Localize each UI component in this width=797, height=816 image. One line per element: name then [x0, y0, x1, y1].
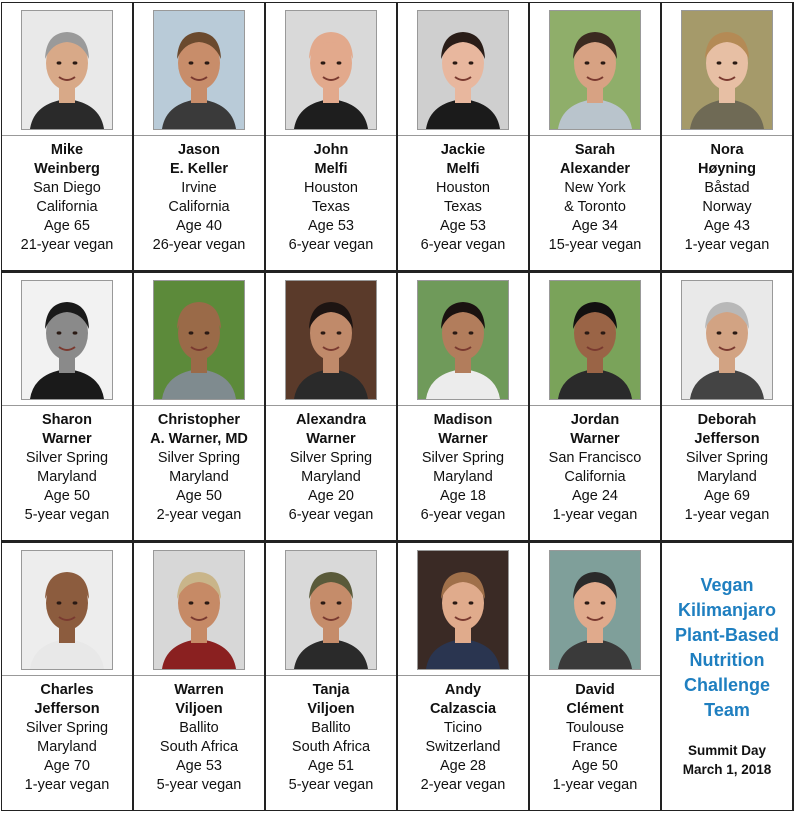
- cell-divider: [266, 135, 396, 136]
- age: Age 53: [308, 218, 354, 234]
- vegan-years: 6-year vegan: [288, 237, 374, 253]
- team-info-card: [662, 543, 792, 810]
- region: Texas: [444, 199, 482, 215]
- first-name: Jackie: [440, 142, 486, 158]
- first-name: Alexandra: [295, 412, 367, 428]
- age: Age 50: [176, 488, 222, 504]
- last-name: Jefferson: [34, 701, 100, 717]
- first-name: Mike: [50, 142, 84, 158]
- portrait-photo: [21, 280, 113, 400]
- portrait-photo: [153, 10, 245, 130]
- cell-divider: [398, 135, 528, 136]
- person-info: [662, 411, 792, 525]
- region: South Africa: [159, 739, 239, 755]
- age: Age 65: [44, 218, 90, 234]
- portrait-photo: [153, 280, 245, 400]
- region: & Toronto: [564, 199, 626, 215]
- person-card: [530, 543, 660, 810]
- last-name: A. Warner, MD: [150, 431, 248, 447]
- portrait-photo: [417, 280, 509, 400]
- team-title-line: Team: [704, 700, 750, 720]
- vegan-years: 6-year vegan: [288, 507, 374, 523]
- cell-divider: [662, 135, 792, 136]
- cell-divider: [266, 675, 396, 676]
- cell-divider: [2, 405, 132, 406]
- portrait-photo: [153, 550, 245, 670]
- person-info: [2, 141, 132, 255]
- cell-divider: [398, 675, 528, 676]
- person-info: [398, 411, 528, 525]
- last-name: Warner: [42, 431, 92, 447]
- first-name: Jason: [178, 142, 220, 158]
- first-name: Jordan: [570, 412, 620, 428]
- region: Maryland: [697, 469, 757, 485]
- age: Age 28: [440, 758, 486, 774]
- portrait-photo: [549, 550, 641, 670]
- vegan-years: 1-year vegan: [684, 507, 770, 523]
- person-card: [2, 3, 132, 270]
- city: Ticino: [443, 720, 483, 736]
- vegan-years: 6-year vegan: [420, 237, 506, 253]
- person-info: [398, 141, 528, 255]
- vegan-years: 1-year vegan: [24, 777, 110, 793]
- person-info: [2, 681, 132, 795]
- vegan-years: 1-year vegan: [684, 237, 770, 253]
- cell-divider: [134, 135, 264, 136]
- portrait-photo: [285, 550, 377, 670]
- last-name: Calzascia: [429, 701, 497, 717]
- age: Age 24: [572, 488, 618, 504]
- person-info: [530, 141, 660, 255]
- cell-divider: [2, 675, 132, 676]
- city: San Francisco: [548, 450, 642, 466]
- portrait-photo: [417, 550, 509, 670]
- last-name: Jefferson: [694, 431, 760, 447]
- person-info: [134, 411, 264, 525]
- first-name: Andy: [444, 682, 482, 698]
- region: California: [36, 199, 98, 215]
- person-info: [266, 141, 396, 255]
- last-name: Viljoen: [175, 701, 223, 717]
- city: Silver Spring: [157, 450, 241, 466]
- last-name: Melfi: [314, 161, 348, 177]
- person-card: [398, 273, 528, 540]
- age: Age 20: [308, 488, 354, 504]
- last-name: Warner: [570, 431, 620, 447]
- person-card: [662, 3, 792, 270]
- vegan-years: 5-year vegan: [288, 777, 374, 793]
- portrait-photo: [21, 10, 113, 130]
- last-name: Viljoen: [307, 701, 355, 717]
- cell-divider: [398, 405, 528, 406]
- person-card: [530, 3, 660, 270]
- first-name: Warren: [174, 682, 224, 698]
- person-card: [134, 273, 264, 540]
- city: New York: [564, 180, 626, 196]
- age: Age 51: [308, 758, 354, 774]
- first-name: John: [313, 142, 349, 158]
- cell-divider: [530, 405, 660, 406]
- portrait-photo: [285, 10, 377, 130]
- region: Maryland: [37, 469, 97, 485]
- region: Texas: [312, 199, 350, 215]
- portrait-photo: [285, 280, 377, 400]
- last-name: Melfi: [446, 161, 480, 177]
- vegan-years: 2-year vegan: [156, 507, 242, 523]
- region: Norway: [702, 199, 752, 215]
- team-title-line: Vegan: [700, 575, 754, 595]
- person-card: [266, 273, 396, 540]
- first-name: Sarah: [574, 142, 616, 158]
- age: Age 43: [704, 218, 750, 234]
- age: Age 53: [176, 758, 222, 774]
- region: Maryland: [433, 469, 493, 485]
- age: Age 40: [176, 218, 222, 234]
- city: Båstad: [704, 180, 750, 196]
- city: San Diego: [33, 180, 101, 196]
- vegan-years: 6-year vegan: [420, 507, 506, 523]
- portrait-photo: [549, 280, 641, 400]
- city: Toulouse: [565, 720, 625, 736]
- region: California: [168, 199, 230, 215]
- vegan-years: 2-year vegan: [420, 777, 506, 793]
- person-info: [2, 411, 132, 525]
- city: Silver Spring: [25, 720, 109, 736]
- first-name: Nora: [710, 142, 744, 158]
- last-name: Alexander: [559, 161, 631, 177]
- person-card: [398, 3, 528, 270]
- city: Houston: [435, 180, 490, 196]
- vegan-years: 21-year vegan: [20, 237, 114, 253]
- age: Age 34: [572, 218, 618, 234]
- cell-divider: [134, 675, 264, 676]
- team-title: [662, 573, 792, 723]
- person-card: [2, 543, 132, 810]
- region: France: [572, 739, 618, 755]
- person-info: [134, 141, 264, 255]
- region: Maryland: [301, 469, 361, 485]
- first-name: Christopher: [157, 412, 241, 428]
- person-info: [134, 681, 264, 795]
- age: Age 50: [44, 488, 90, 504]
- city: Silver Spring: [289, 450, 373, 466]
- city: Silver Spring: [25, 450, 109, 466]
- portrait-photo: [21, 550, 113, 670]
- portrait-photo: [681, 280, 773, 400]
- person-info: [398, 681, 528, 795]
- team-title-line: Challenge: [683, 675, 771, 695]
- vegan-years: 15-year vegan: [548, 237, 642, 253]
- person-card: [266, 543, 396, 810]
- cell-divider: [2, 135, 132, 136]
- team-title-line: Kilimanjaro: [677, 600, 777, 620]
- vegan-years: 5-year vegan: [24, 507, 110, 523]
- summit-info: [662, 741, 792, 779]
- last-name: Warner: [438, 431, 488, 447]
- region: Maryland: [169, 469, 229, 485]
- person-info: [530, 681, 660, 795]
- portrait-photo: [549, 10, 641, 130]
- age: Age 69: [704, 488, 750, 504]
- team-title-line: Plant-Based: [674, 625, 780, 645]
- last-name: Weinberg: [34, 161, 100, 177]
- vegan-years: 26-year vegan: [152, 237, 246, 253]
- city: Ballito: [179, 720, 219, 736]
- person-card: [266, 3, 396, 270]
- person-info: [530, 411, 660, 525]
- age: Age 50: [572, 758, 618, 774]
- first-name: Deborah: [697, 412, 757, 428]
- person-info: [266, 411, 396, 525]
- last-name: E. Keller: [169, 161, 229, 177]
- cell-divider: [134, 405, 264, 406]
- age: Age 18: [440, 488, 486, 504]
- person-card: [662, 273, 792, 540]
- city: Silver Spring: [685, 450, 769, 466]
- person-card: [134, 543, 264, 810]
- city: Irvine: [181, 180, 217, 196]
- cell-divider: [530, 675, 660, 676]
- first-name: Madison: [433, 412, 493, 428]
- vegan-years: 1-year vegan: [552, 777, 638, 793]
- person-card: [2, 273, 132, 540]
- vegan-years: 1-year vegan: [552, 507, 638, 523]
- portrait-photo: [417, 10, 509, 130]
- cell-divider: [530, 135, 660, 136]
- last-name: Warner: [306, 431, 356, 447]
- last-name: Høyning: [698, 161, 756, 177]
- person-info: [266, 681, 396, 795]
- first-name: Tanja: [312, 682, 350, 698]
- portrait-photo: [681, 10, 773, 130]
- vegan-years: 5-year vegan: [156, 777, 242, 793]
- team-roster-table: [1, 2, 794, 811]
- city: Silver Spring: [421, 450, 505, 466]
- region: South Africa: [291, 739, 371, 755]
- city: Ballito: [311, 720, 351, 736]
- person-card: [134, 3, 264, 270]
- city: Houston: [303, 180, 358, 196]
- summit-date: March 1, 2018: [682, 762, 772, 777]
- age: Age 53: [440, 218, 486, 234]
- cell-divider: [662, 405, 792, 406]
- first-name: David: [575, 682, 615, 698]
- person-card: [398, 543, 528, 810]
- region: California: [564, 469, 626, 485]
- person-info: [662, 141, 792, 255]
- age: Age 70: [44, 758, 90, 774]
- summit-label: Summit Day: [687, 743, 767, 758]
- first-name: Charles: [40, 682, 94, 698]
- team-title-line: Nutrition: [689, 650, 765, 670]
- region: Maryland: [37, 739, 97, 755]
- cell-divider: [266, 405, 396, 406]
- last-name: Clément: [566, 701, 624, 717]
- region: Switzerland: [425, 739, 501, 755]
- person-card: [530, 273, 660, 540]
- first-name: Sharon: [42, 412, 92, 428]
